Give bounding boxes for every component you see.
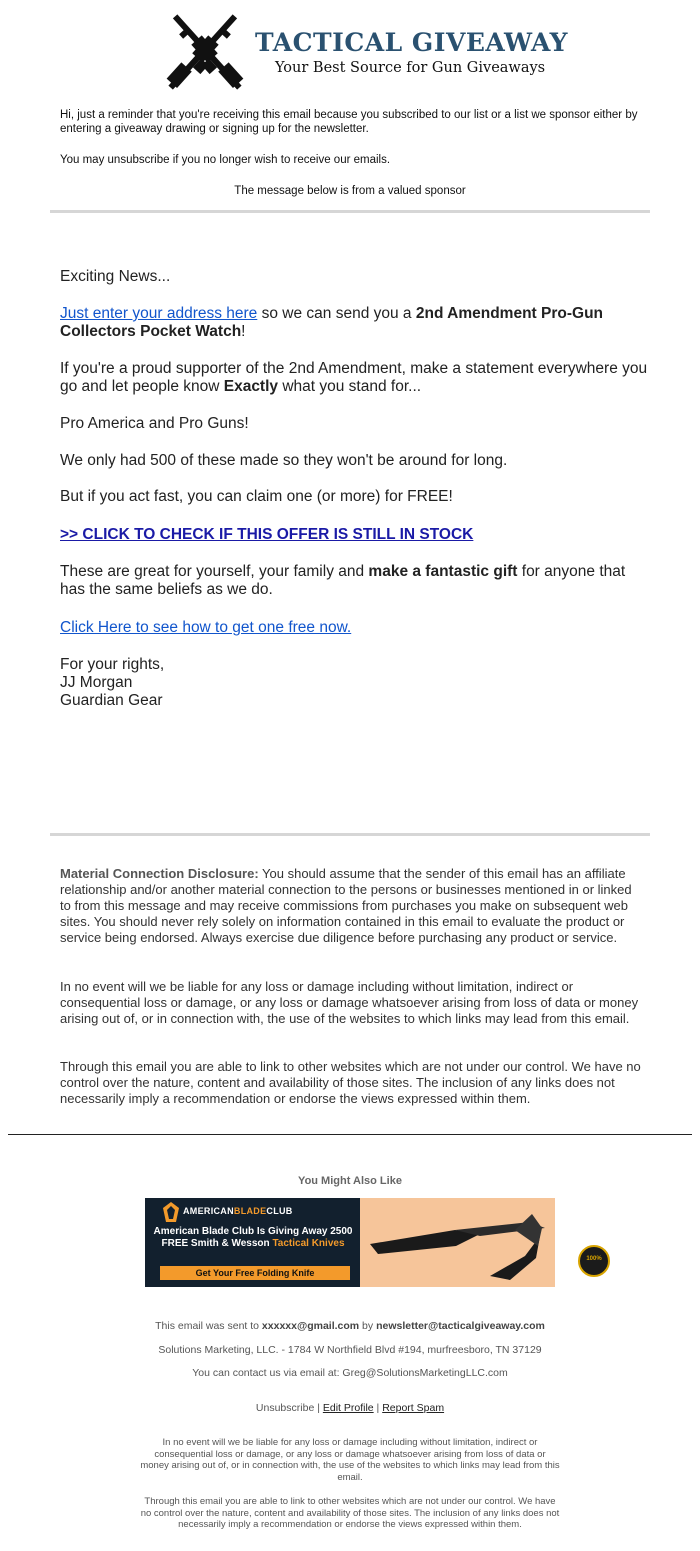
cta-paragraph xyxy=(60,526,650,544)
get-one-free-link[interactable]: Click Here to see how to get one free now. xyxy=(60,619,352,636)
sender-email: newsletter@tacticalgiveaway.com xyxy=(376,1320,545,1332)
logo-subtitle: Your Best Source for Gun Giveaways xyxy=(275,60,546,76)
brand-club: CLUB xyxy=(266,1206,293,1216)
sign-off-2: JJ Morgan xyxy=(60,674,133,691)
sent-prefix: This email was sent to xyxy=(155,1320,262,1332)
link-separator: | xyxy=(373,1402,383,1414)
link-separator: | xyxy=(314,1402,323,1414)
sign-off-1: For your rights, xyxy=(60,656,165,673)
guarantee-badge-text: 100% xyxy=(586,1256,602,1262)
limited-line: We only had 500 of these made so they won't be around for long. xyxy=(60,452,508,469)
tactical-giveaway-logo[interactable] xyxy=(155,8,569,100)
liability-disclaimer: In no event will we be liable for any loss or damage including without limitation, indirect or consequential loss or damage, or any loss or damage whatsoever arising from loss of data or money arising out of, or in connection with, the use of the websites to which links may lead from this email. xyxy=(60,979,639,1026)
enter-address-link[interactable]: Just enter your address here xyxy=(60,305,258,322)
folding-knife-icon xyxy=(360,1206,555,1286)
sent-to-line xyxy=(50,1320,650,1332)
sponsor-note: The message below is from a valued sponsor xyxy=(234,185,466,197)
also-like-heading: You Might Also Like xyxy=(298,1175,402,1187)
supporter-end: what you stand for... xyxy=(278,378,422,395)
sign-off-3: Guardian Gear xyxy=(60,692,163,709)
greeting: Exciting News... xyxy=(60,268,171,285)
guarantee-badge xyxy=(578,1245,610,1277)
supporter-bold: Exactly xyxy=(223,378,279,395)
gift-text: These are great for yourself, your family and xyxy=(60,563,369,580)
disclosure-text: You should assume that the sender of this email has an affiliate relationship and/or another material connection to the persons or businesses mentioned in or linked to from this message and may receive commissions from purchases you make on subsequent web sites. You should never rely solely on information contained in this email to evaluate the product or service being endorsed. Always exercise due diligence before purchasing any product or service. xyxy=(60,866,632,945)
brand-blade: BLADE xyxy=(233,1206,267,1216)
footer-external-links: Through this email you are able to link to other websites which are not under our control. We have no control over the nature, content and availability of those sites. The inclusion of any links does not necessarily imply a recommendation or endorse the views expressed within them. xyxy=(140,1496,560,1530)
blade-club-logo-icon xyxy=(163,1202,179,1222)
sent-by: by xyxy=(359,1320,377,1332)
headline-main: American Blade Club Is Giving Away 2500 FREE Smith & Wesson xyxy=(153,1226,353,1249)
act-fast-line: But if you act fast, you can claim one (or more) for FREE! xyxy=(60,488,453,505)
divider xyxy=(50,833,650,836)
free-knife-button[interactable]: Get Your Free Folding Knife xyxy=(160,1266,350,1280)
subscription-reminder: Hi, just a reminder that you're receiving this email because you subscribed to our list or a list we sponsor either by entering a giveaway drawing or signing up for the newsletter. xyxy=(60,109,638,135)
gift-bold: make a fantastic gift xyxy=(368,563,518,580)
check-stock-link[interactable]: >> CLICK TO CHECK IF THIS OFFER IS STILL IN STOCK xyxy=(60,526,474,543)
blade-club-brand xyxy=(183,1206,293,1216)
edit-profile-link[interactable]: Edit Profile xyxy=(322,1402,374,1414)
offer-paragraph xyxy=(60,305,650,341)
banner-right-panel xyxy=(360,1198,602,1287)
supporter-text: If you're a proud supporter of the 2nd Amendment, make a statement everywhere you go and let people know xyxy=(60,360,648,395)
pro-america-line: Pro America and Pro Guns! xyxy=(60,415,249,432)
banner-headline xyxy=(153,1226,353,1250)
supporter-paragraph xyxy=(60,360,650,396)
divider-dark xyxy=(8,1134,692,1135)
disclosure-label: Material Connection Disclosure: xyxy=(60,866,259,881)
unsubscribe-link[interactable]: Unsubscribe xyxy=(255,1402,315,1414)
logo-title: TACTICAL GIVEAWAY xyxy=(255,28,569,57)
divider xyxy=(50,210,650,213)
headline-accent: Tactical Knives xyxy=(272,1238,345,1249)
gift-paragraph xyxy=(60,563,650,599)
offer-text: so we can send you a xyxy=(257,305,416,322)
footer-links xyxy=(50,1402,650,1414)
unsubscribe-note: You may unsubscribe if you no longer wish to receive our emails. xyxy=(60,154,391,166)
external-links-disclaimer: Through this email you are able to link to other websites which are not under our control. We have no control over the nature, content and availability of those sites. The inclusion of any links does not necessarily imply a recommendation or endorse the views expressed within them. xyxy=(60,1059,641,1106)
offer-end: ! xyxy=(241,323,246,340)
free-link-paragraph xyxy=(60,619,650,637)
report-spam-link[interactable]: Report Spam xyxy=(382,1402,445,1414)
material-disclosure xyxy=(60,866,645,946)
company-address: Solutions Marketing, LLC. - 1784 W Northfield Blvd #194, murfreesboro, TN 37129 xyxy=(158,1344,542,1356)
contact-line: You can contact us via email at: Greg@SolutionsMarketingLLC.com xyxy=(192,1367,508,1379)
crossed-rifles-icon xyxy=(155,8,255,100)
gift-end: for anyone that has the same beliefs as we do. xyxy=(60,563,626,598)
banner-left-panel xyxy=(145,1198,360,1287)
brand-american: AMERICAN xyxy=(183,1206,234,1216)
footer-liability: In no event will we be liable for any loss or damage including without limitation, indirect or consequential loss or damage, or any loss or damage whatsoever arising from loss of data or money arising out of, or in connection with, the use of the websites to which links may lead from this email. xyxy=(140,1437,560,1483)
recipient-email: xxxxxx@gmail.com xyxy=(261,1320,360,1332)
offer-product: 2nd Amendment Pro-Gun Collectors Pocket Watch xyxy=(60,305,604,340)
american-blade-club-banner[interactable] xyxy=(145,1198,602,1287)
